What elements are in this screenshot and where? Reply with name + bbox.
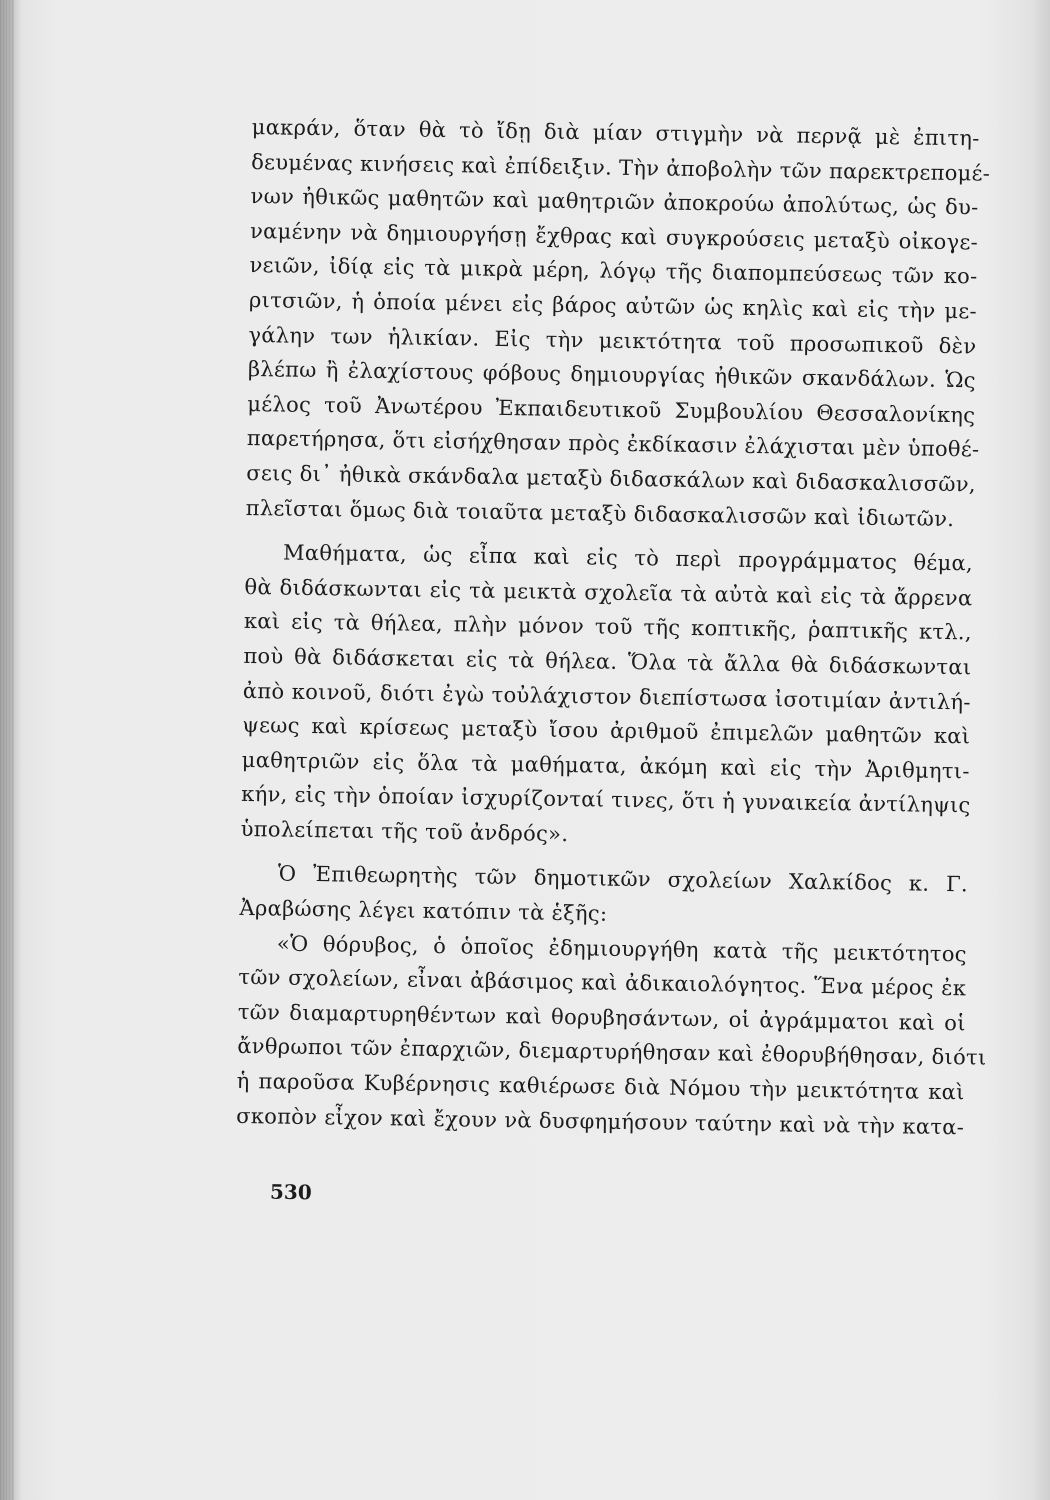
text-line: γάλην των ἡλικίαν. Εἰς τὴν μεικτότητα τοῦ προσωπικοῦ δὲν <box>248 322 977 358</box>
text-line: ποὺ θὰ διδάσκεται εἰς τὰ θήλεα. Ὅλα τὰ ἄλλα θὰ διδάσκωνται <box>243 643 972 680</box>
paragraph-1 <box>245 110 991 537</box>
text-line: τῶν σχολείων, εἶναι ἀβάσιμος καὶ ἀδικαιολόγητος. Ἕνα μέρος ἐκ <box>238 965 967 1001</box>
text-line: Μαθήματα, ὡς εἶπα καὶ εἰς τὸ περὶ προγράμματος θέμα, <box>282 540 974 576</box>
text-line: παρετήρησα, ὅτι εἰσήχθησαν πρὸς ἐκδίκασιν ἐλάχισται μὲν ὑποθέ- <box>246 426 980 462</box>
text-line: πλεῖσται ὅμως διὰ τοιαῦτα μεταξὺ διδασκαλισσῶν καὶ ἰδιωτῶν. <box>245 495 955 531</box>
text-line: ψεως καὶ κρίσεως μεταξὺ ἴσου ἀριθμοῦ ἐπιμελῶν μαθητῶν καὶ <box>242 713 971 749</box>
text-line: σκοπὸν εἶχον καὶ ἔχουν νὰ δυσφημήσουν ταύτην καὶ νὰ τὴν κατα- <box>236 1103 965 1139</box>
text-line: ὑπολείπεται τῆς τοῦ ἀνδρός». <box>240 816 569 846</box>
text-line: θὰ διδάσκωνται εἰς τὰ μεικτὰ σχολεῖα τὰ αὐτὰ καὶ εἰς τὰ ἄρρενα <box>244 574 973 611</box>
text-line: Ὁ Ἐπιθεωρητὴς τῶν δημοτικῶν σχολείων Χαλκίδος κ. Γ. <box>277 861 969 897</box>
page-stack-edge <box>0 0 14 1500</box>
paragraph-2 <box>240 535 973 858</box>
text-line: Ἀραβώσης λέγει κατόπιν τὰ ἑξῆς: <box>239 895 608 926</box>
paragraph-4-quote <box>236 926 987 1145</box>
paragraph-3 <box>239 856 968 937</box>
text-line: ναμένην νὰ δημιουργήσῃ ἔχθρας καὶ συγκρούσεις μεταξὺ οἰκογε- <box>249 218 979 255</box>
text-line: νων ἠθικῶς μαθητῶν καὶ μαθητριῶν ἀποκρούω ἀπολύτως, ὡς δυ- <box>250 184 979 220</box>
body-text <box>236 110 991 1145</box>
text-line: «Ὁ θόρυβος, ὁ ὁποῖος ἐδημιουργήθη κατὰ τῆς μεικτότητος <box>276 931 968 966</box>
text-line: μέλος τοῦ Ἀνωτέρου Ἐκπαιδευτικοῦ Συμβουλίου Θεσσαλονίκης <box>247 391 976 428</box>
page-number: 530 <box>269 1179 312 1205</box>
text-line: νειῶν, ἰδίᾳ εἰς τὰ μικρὰ μέρη, λόγῳ τῆς διαπομπεύσεως τῶν κο- <box>249 253 978 289</box>
text-line: τῶν διαμαρτυρηθέντων καὶ θορυβησάντων, οἱ ἀγράμματοι καὶ οἱ <box>237 999 966 1036</box>
text-line: μακράν, ὅταν θὰ τὸ ἴδῃ διὰ μίαν στιγμὴν νὰ περνᾷ μὲ ἐπιτη- <box>251 114 980 151</box>
text-line: βλέπω ἢ ἐλαχίστους φόβους δημιουργίας ἠθικῶν σκανδάλων. Ὡς <box>247 357 977 393</box>
text-line: ἄνθρωποι τῶν ἐπαρχιῶν, διεμαρτυρήθησαν καὶ ἐθορυβήθησαν, διότι <box>237 1034 987 1071</box>
text-line: ἀπὸ κοινοῦ, διότι ἐγὼ τοὐλάχιστον διεπίστωσα ἰσοτιμίαν ἀντιλή- <box>242 678 971 714</box>
text-line: σεις δι᾽ ἠθικὰ σκάνδαλα μεταξὺ διδασκάλων καὶ διδασκαλισσῶν, <box>246 460 977 497</box>
text-line: ριτσιῶν, ἡ ὁποία μένει εἰς βάρος αὐτῶν ὡς κηλὶς καὶ εἰς τὴν με- <box>248 287 978 324</box>
text-line: καὶ εἰς τὰ θήλεα, πλὴν μόνον τοῦ τῆς κοπτικῆς, ῥαπτικῆς κτλ., <box>243 609 973 645</box>
text-line: ἡ παροῦσα Κυβέρνησις καθιέρωσε διὰ Νόμου τὴν μεικτότητα καὶ <box>236 1068 965 1105</box>
text-line: δευμένας κινήσεις καὶ ἐπίδειξιν. Τὴν ἀποβολὴν τῶν παρεκτρεπομέ- <box>251 149 991 186</box>
text-line: κήν, εἰς τὴν ὁποίαν ἰσχυρίζονταί τινες, ὅτι ἡ γυναικεία ἀντίληψις <box>241 782 971 818</box>
text-line: μαθητριῶν εἰς ὅλα τὰ μαθήματα, ἀκόμη καὶ εἰς τὴν Ἀριθμητι- <box>241 747 970 784</box>
